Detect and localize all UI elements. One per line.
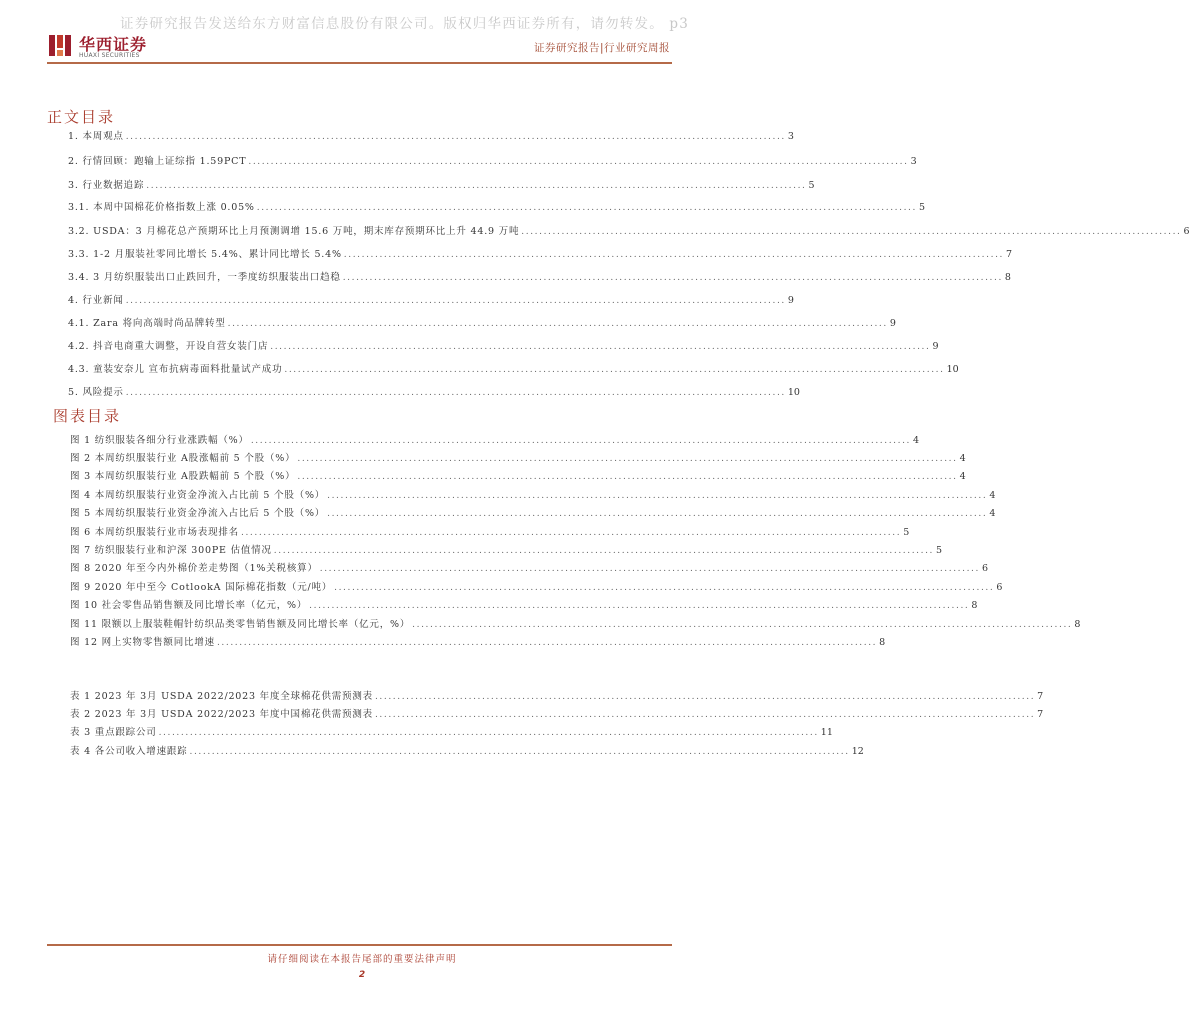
figure-item-page: 5 [903,527,910,538]
leader-dots: .................................................................................................................................................... [297,472,958,482]
figure-item-page: 5 [936,545,943,556]
toc-item-label: 3.3. 1-2 月服装社零同比增长 5.4%、累计同比增长 5.4% [68,249,342,260]
leader-dots: .................................................................................................................................................... [250,436,912,446]
toc-item-page: 9 [932,341,939,352]
table-item-page: 7 [1037,709,1044,720]
leader-dots: .................................................................................................................................................... [125,388,786,398]
leader-dots: .................................................................................................................................................... [327,509,988,519]
leader-dots: .................................................................................................................................................... [342,273,1003,283]
toc-item-page: 5 [808,180,815,191]
toc-item[interactable] [68,359,959,375]
figures-title: 图表目录 [53,407,122,425]
page-number: 2 [358,970,366,980]
leader-dots: .................................................................................................................................................... [319,564,980,574]
figure-item-label: 图 5 本周纺织服装行业资金净流入占比后 5 个股（%） [70,508,326,519]
figure-item-page: 8 [879,637,886,648]
leader-dots: .................................................................................................................................................... [270,342,931,352]
table-item-label: 表 2 2023 年 3月 USDA 2022/2023 年度中国棉花供需预测表 [70,709,373,720]
logo-name-cn: 华西证券 [79,35,148,54]
toc-item-label: 4.2. 抖音电商重大调整，开设自营女装门店 [68,341,269,352]
footer-divider [47,944,672,946]
figure-item-page: 4 [989,490,996,501]
toc-item[interactable] [68,313,896,329]
toc-item-page: 9 [889,318,896,329]
table-item-label: 表 3 重点跟踪公司 [70,727,157,738]
figure-item-label: 图 8 2020 年至今内外棉价差走势图（1%关税核算） [70,563,318,574]
table-item-page: 12 [851,746,864,757]
leader-dots: .................................................................................................................................................... [158,728,819,738]
table-item-page: 7 [1037,691,1044,702]
toc-item[interactable] [68,267,1011,283]
toc-item-label: 3.2. USDA：3 月棉花总产预期环比上月预测调增 15.6 万吨，期末库存预期环比上升 44.9 万吨 [68,226,520,237]
toc-item-label: 5. 风险提示 [68,387,124,398]
table-item[interactable] [70,686,1044,702]
leader-dots: .................................................................................................................................................... [309,601,970,611]
huaxi-logo-icon [47,32,73,58]
figure-item-label: 图 4 本周纺织服装行业资金净流入占比前 5 个股（%） [70,490,326,501]
toc-title: 正文目录 [47,108,116,126]
figure-item[interactable] [70,558,989,574]
figure-item[interactable] [70,430,920,446]
figure-item-page: 4 [989,508,996,519]
figure-item-label: 图 9 2020 年中至今 CotlookA 国际棉花指数（元/吨） [70,582,333,593]
figure-item-label: 图 11 限额以上服装鞋帽针纺织品类零售销售额及同比增长率（亿元，%） [70,619,411,630]
toc-item-page: 5 [918,202,925,213]
toc-item[interactable] [68,336,939,352]
toc-item-label: 1. 本周观点 [68,131,124,142]
toc-item[interactable] [68,151,917,167]
leader-dots: .................................................................................................................................................... [248,157,909,167]
leader-dots: .................................................................................................................................................... [334,583,995,593]
toc-item-label: 2. 行情回顾：跑输上证综指 1.59PCT [68,156,247,167]
toc-item[interactable] [68,221,1190,237]
toc-item[interactable] [68,175,815,191]
figure-item-page: 4 [959,453,966,464]
toc-item[interactable] [68,382,800,398]
figure-item[interactable] [70,503,996,519]
leader-dots: .................................................................................................................................................... [189,747,850,757]
header-divider [47,62,672,64]
leader-dots: .................................................................................................................................................... [374,710,1036,720]
figure-item-page: 6 [981,563,989,574]
figure-item-label: 图 7 纺织服装行业和沪深 300PE 估值情况 [70,545,272,556]
leader-dots: .................................................................................................................................................... [273,546,934,556]
table-item[interactable] [70,722,833,738]
figure-item[interactable] [70,540,943,556]
toc-item-page: 10 [787,387,800,398]
table-item-page: 11 [820,727,833,738]
leader-dots: .................................................................................................................................................... [216,638,878,648]
watermark-text: 证券研究报告发送给东方财富信息股份有限公司。版权归华西证券所有，请勿转发。 p3 [120,16,690,32]
figure-item[interactable] [70,577,1003,593]
table-item-label: 表 1 2023 年 3月 USDA 2022/2023 年度全球棉花供需预测表 [70,691,373,702]
leader-dots: .................................................................................................................................................... [412,620,1073,630]
leader-dots: .................................................................................................................................................... [125,296,786,306]
figure-item-label: 图 3 本周纺织服装行业 A股跌幅前 5 个股（%） [70,471,296,482]
leader-dots: .................................................................................................................................................... [256,203,917,213]
toc-item-label: 4.3. 童装安奈儿 宣布抗病毒面料批量试产成功 [68,364,283,375]
figure-item-label: 图 10 社会零售品销售额及同比增长率（亿元，%） [70,600,308,611]
toc-item-label: 4. 行业新闻 [68,295,124,306]
figure-item[interactable] [70,632,886,648]
toc-item-page: 6 [1183,226,1190,237]
toc-item-label: 3. 行业数据追踪 [68,180,145,191]
leader-dots: .................................................................................................................................................... [227,319,888,329]
toc-item[interactable] [68,197,925,213]
leader-dots: .................................................................................................................................................... [146,181,807,191]
figure-item-page: 8 [1074,619,1081,630]
figure-item[interactable] [70,448,966,464]
figure-item-label: 图 2 本周纺织服装行业 A股涨幅前 5 个股（%） [70,453,296,464]
leader-dots: .................................................................................................................................................... [284,365,945,375]
leader-dots: .................................................................................................................................................... [521,227,1182,237]
figure-item-page: 8 [971,600,978,611]
toc-item[interactable] [68,290,794,306]
toc-item-page: 3 [787,131,794,142]
toc-item-label: 3.4. 3 月纺织服装出口止跌回升，一季度纺织服装出口趋稳 [68,272,341,283]
figure-item[interactable] [70,466,966,482]
toc-item[interactable] [68,126,794,142]
toc-item-page: 8 [1004,272,1011,283]
leader-dots: .................................................................................................................................................... [125,132,786,142]
leader-dots: .................................................................................................................................................... [343,250,1004,260]
leader-dots: .................................................................................................................................................... [240,528,902,538]
figure-item[interactable] [70,595,978,611]
figure-item[interactable] [70,522,910,538]
toc-item[interactable] [68,244,1013,260]
figure-item[interactable] [70,485,996,501]
figure-item-page: 6 [996,582,1003,593]
figure-item-label: 图 1 纺织服装各细分行业涨跌幅（%） [70,435,249,446]
toc-item-label: 3.1. 本周中国棉花价格指数上涨 0.05% [68,202,255,213]
toc-item-page: 7 [1005,249,1013,260]
logo-name-en: HUAXI SECURITIES [79,52,140,59]
legal-notice: 请仔细阅读在本报告尾部的重要法律声明 [267,954,457,965]
table-item-label: 表 4 各公司收入增速跟踪 [70,746,188,757]
table-item[interactable] [70,741,864,757]
report-type-tag: 证券研究报告|行业研究周报 [533,42,670,54]
figure-item[interactable] [70,614,1081,630]
toc-item-page: 10 [946,364,959,375]
toc-item-page: 9 [787,295,794,306]
company-logo [47,30,187,62]
toc-item-page: 3 [910,156,917,167]
figure-item-page: 4 [913,435,920,446]
figure-item-label: 图 12 网上实物零售额同比增速 [70,637,215,648]
toc-item-label: 4.1. Zara 将向高端时尚品牌转型 [68,318,226,329]
table-item[interactable] [70,704,1044,720]
leader-dots: .................................................................................................................................................... [374,692,1036,702]
leader-dots: .................................................................................................................................................... [297,454,958,464]
figure-item-label: 图 6 本周纺织服装行业市场表现排名 [70,527,239,538]
figure-item-page: 4 [959,471,966,482]
leader-dots: .................................................................................................................................................... [327,491,988,501]
